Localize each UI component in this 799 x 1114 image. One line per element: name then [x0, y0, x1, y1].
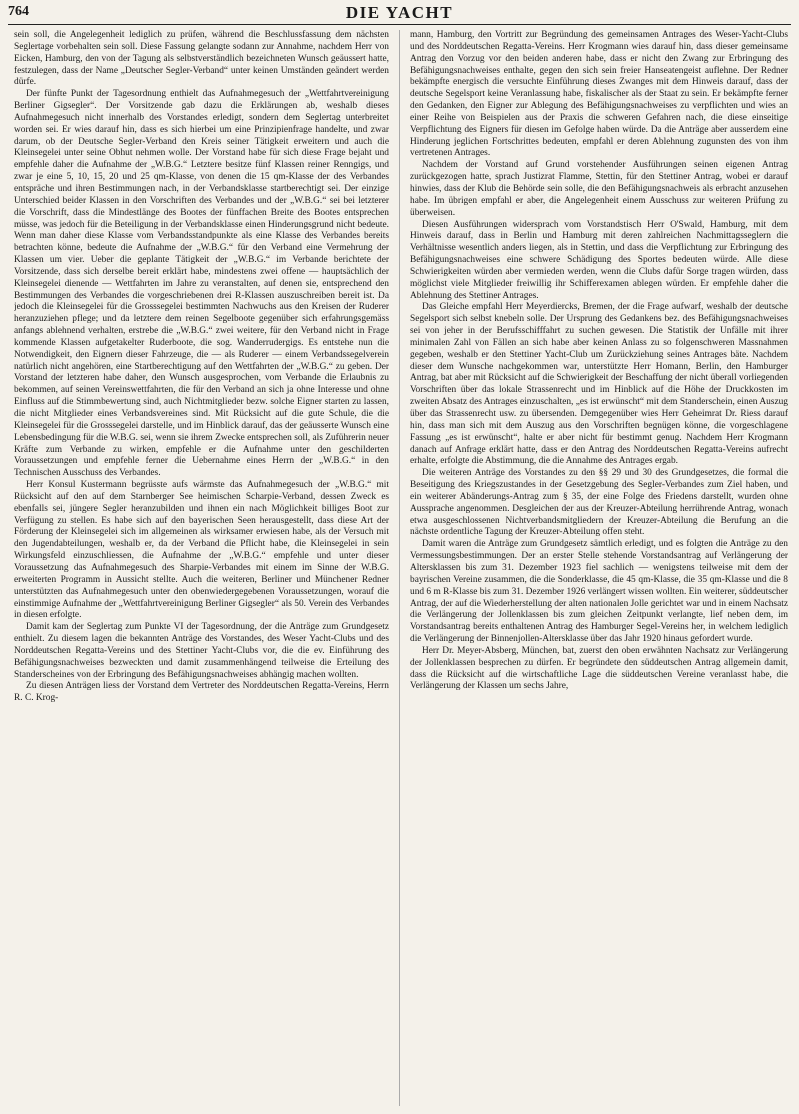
left-column: [14, 30, 389, 1108]
paragraph: Damit kam der Seglertag zum Punkte VI der Tagesordnung, der die Anträge zum Grundgesetz enthielt. Zu diesem lagen die bekannten Anträge des Vorstandes, des Weser Yacht-Clubs und des Norddeutschen Regatta-Vereins und des Stettiner Yacht-Clubs vor, die die ev. Einführung des Befähigungsnachweises bezweckten und damit zusammenhängend teilweise die Erteilung des Standerscheines von der Erbringung des Befähigungsnachweises abhängig machen wollten.: [14, 622, 389, 680]
paragraph: Der fünfte Punkt der Tagesordnung enthielt das Aufnahmegesuch der „Wettfahrtvereinigung Berliner Gigsegler“. Der Vorsitzende gab dazu die Erklärungen ab, weshalb dieses Aufnahmegesuch nicht innerhalb des Vorstandes erledigt, sondern dem Seglertag unterbreitet worden sei. Er wies darauf hin, dass es sich hierbei um eine Prinzipienfrage handelte, und zwar darum, ob der Deutsche Segler-Verband den Kreis seiner Tätigkeit erweitern und auch die Kleinsegelei unter seine Obhut nehmen wolle. Der Vorstand habe für sich diese Frage bejaht und empfehle daher die Aufnahme der „W.B.G.“ Letztere besitze fünf Klassen reiner Renngigs, und zwar je eine 5, 10, 15, 20 und 25 qm-Klasse, von denen die 15 qm-Klasse der des Verbandes entspräche und ihren Bestimmungen nach, in der Verbandsklasse startberechtigt sei. Der einzige Unterschied beider Klassen in den Vorschriften des Verbandes und der „W.B.G.“ sei bei letzterer die Vorschrift, dass die Mindestlänge des Bootes der fünffachen Breite des Bootes entsprechen müsse, was jedoch für die Beteiligung in der Verbandsklasse einen Hinderungsgrund nicht bedeute. Wenn man daher diese Klasse vom Verbandsstandpunkte als eine Klasse des Verbandes bereits betrachten könne, bedeute die Aufnahme der „W.B.G.“ für den Verband eine Vermehrung der Klassen um vier. Ueber die geplante Tätigkeit der „W.B.G.“ im Verbande berichtete der Vorsitzende, dass sich derselbe bereit erklärt habe, mindestens zwei offene — hauptsächlich der Kleinsegelei dienende — Wettfahrten im Jahre zu veranstalten, auf denen sie, entsprechend den Bestimmungen des Verbandes die vorgeschriebenen drei R-Klassen auszuschreiben bereit ist. Da jedoch die Kleinsegelei für die Grosssegelei bestimmten Nachwuchs aus den Kreisen der Ruderer heranzuziehen pflege; und da letztere dem reinen Segelboote gegenüber sich erfahrungsgemäss anfangs ablehnend verhalten, erstrebe die „W.B.G.“ zwei weitere, für den Verband nicht in Frage kommende Klassen aufgetakelter Ruderboote, die sog. Wanderrudergigs. Es entstehe nun die Notwendigkeit, den Eignern dieser Fahrzeuge, die — als Ruderer — einem Verbandssegelverein natürlich nicht angehören, eine Startberechtigung auf den Wettfahrten der „W.B.G.“ zu geben. Der Vorstand der letzteren habe daher, den Wunsch ausgesprochen, vom Verbande die Erlaubnis zu bekommen, auf seinen Vereinswettfahrten, die für den Verband an sich ja ohne Interesse und ohne Einfluss auf die Stimmbewertung sind, auch Nichtmitglieder bezw. solche Eigner starten zu lassen, die nicht Mitglieder eines Verbandsvereines sind. Mit Rücksicht auf die gute Schule, die die Kleinsegelei für die Grosssegelei darstelle, und im Hinblick darauf, das der geäusserte Wunsch eine Lebensbedingung für die W.B.G. sei, wenn sie ihrem Zwecke entsprechen soll, als Zuführerin neuer Kräfte zum Verbande zu wirken, empfehle er die Aufnahme unter den geschilderten Voraussetzungen und empfehle ferner die Uebernahme eines Herrn der „W.B.G.“ in den Technischen Ausschuss des Verbandes.: [14, 89, 389, 479]
paragraph: Damit waren die Anträge zum Grundgesetz sämtlich erledigt, und es folgten die Anträge zu den Vermessungsbestimmungen. Der an erster Stelle stehende Vorstandsantrag auf Verlängerung der Altersklassen bis zum 31. Dezember 1923 fiel sachlich — wenigstens teilweise mit dem der bayrischen Vereine zusammen, die die Sonderklasse, die 45 qm-Klasse, die 35 qm-Klasse und die 8 und 6 m R-Klasse bis zum 31. Dezember 1926 verlängert wissen wollten. Ein weiterer, süddeutscher Antrag, der auf die Wiederherstellung der alten nationalen Jolle gerichtet war und in einem Nachsatz die Verlängerung der Jollenklassen bis zum gleichen Zeitpunkt verlangte, lief neben dem, im Vorstandsantrag bereits enthaltenen Antrag des Hamburger Segel-Vereins her, in welchem lediglich die Verlängerung der Binnenjollen-Altersklasse über das Jahr 1920 hinaus gefordert wurde.: [410, 539, 788, 645]
header-rule: [8, 24, 791, 25]
paragraph: mann, Hamburg, den Vortritt zur Begründung des gemeinsamen Antrages des Weser-Yacht-Clubs und des Norddeutschen Regatta-Vereins. Herr Krogmann wies darauf hin, dass dieser gemeinsame Antrag den Vorzug vor den beiden anderen habe, dass er nicht den Zwang zur Erbringung des Befähigungsnachweises enthalte, gegen den sich sein freier Hanseatengeist auflehne. Der Redner bekämpfte energisch die versuchte Einführung dieses Zwanges mit dem Hinweis darauf, dass der deutsche Segelsport keine Veranlassung habe, fiskalischer als der Staat zu sein. Er bekämpfte ferner den Gedanken, den Eigner zur Ablegung des Befähigungsnachweises zu verpflichten und wies an einer Reihe von Beispielen aus der Praxis die schweren Gefahren nach, die diese einseitige Verpflichtung des Eigners für diesen im Gefolge haben würde. Da die Anträge aber ausserdem eine Hinderung jeglichen Fortschrittes bedeuten, empfahl er deren Ablehnung zugunsten des von ihm vertretenen Antrages.: [410, 30, 788, 159]
paragraph: Diesen Ausführungen widersprach vom Vorstandstisch Herr O'Swald, Hamburg, mit dem Hinweis darauf, dass in Berlin und Hamburg mit deren zahlreichen Nachmittagsseglern die Verhältnisse wesentlich anders liegen, als in Stettin, und dass die Verpflichtung zur Erbringung des Befähigungsnachweises eine schwere Schädigung des Sportes bedeuten würde. Alle diese Schwierigkeiten würden aber vermieden werden, wenn die Clubs dafür Sorge tragen würden, dass möglichst viele Mitglieder freiwillig ihr Schifferexamen ablegen würden. Er empfehle daher die Ablehnung des Stettiner Antrages.: [410, 219, 788, 301]
page-number: 764: [8, 4, 29, 19]
right-column: [410, 30, 788, 1108]
paragraph: Die weiteren Anträge des Vorstandes zu den §§ 29 und 30 des Grundgesetzes, die formal die Beseitigung des Kriegszustandes in der Gesetzgebung des Segler-Verbandes zum Ziel haben, und ein weiterer Abänderungs-Antrag zum § 35, der eine Folge des Friedens darstellt, wurden ohne Aussprache angenommen. Desgleichen der aus der Kreuzer-Abteilung herrührende Antrag, wonach etwa ausgeschlossenen Nichtverbandsmitgliedern der Kreuzer-Abteilung die Berufung an die nächste ordentliche Tagung der Kreuzer-Abteilung offen steht.: [410, 468, 788, 538]
paragraph: sein soll, die Angelegenheit lediglich zu prüfen, während die Beschlussfassung dem nächsten Seglertage vorbehalten sein soll. Diese Fassung gelangte sodann zur Annahme, nachdem Herr von Eicken, Hamburg, den von der Tagung als selbstverständlich bezeichneten Wunsch geäussert hatte, festzulegen, dass der Name „Deutscher Segler-Verband“ unter keinen Umständen geändert werden dürfe.: [14, 30, 389, 88]
page-header: [8, 4, 791, 26]
paragraph: Das Gleiche empfahl Herr Meyerdiercks, Bremen, der die Frage aufwarf, weshalb der deutsche Segelsport sich selbst knebeln solle. Der Ursprung des Gedankens bez. des Befähigungsnachweises sei von jeher in der Berufsschifffahrt zu suchen gewesen. Die Statistik der Unfälle mit ihrer minimalen Zahl von Fällen an sich habe aber keinen Anlass zu so folgenschweren Massnahmen gegeben, weshalb er den Stettiner Yacht-Club um Zurückziehung seines Antrages bäte. Nachdem dieser dem Wunsche nachgekommen war, unterstützte Herr Homann, Berlin, den Hamburger Antrag, bat aber mit Rücksicht auf die Schwierigkeit der Beschaffung der nicht überall vorliegenden Vorschriften über das lokale Strassenrecht und im Hinblick auf die Höhe der Druckkosten im zweiten Absatz des Antrages einzuschalten, „es ist erwünscht“ mit dem Standerschein, einen Auszug über das Strassenrecht usw. zu übersenden. Demgegenüber wies Herr Geheimrat Dr. Riess darauf hin, dass man sich mit dem Auszug aus den Vorschriften begnügen könne, die vorgeschlagene Fassung „es ist erwünscht“, halte er aber nicht für bestimmt genug. Nachdem Herr Krogmann danach auf Anfrage erklärt hatte, dass er den Antrag des Norddeutschen Regatta-Vereins aufrecht erhalte, erfolgte die Abstimmung, die die Annahme des Antrages ergab.: [410, 302, 788, 467]
paragraph: Nachdem der Vorstand auf Grund vorstehender Ausführungen seinen eigenen Antrag zurückgezogen hatte, sprach Justizrat Flamme, Stettin, für den Stettiner Antrag, wobei er darauf hinwies, dass der Klub die Behörde sein solle, die den Befähigungsnachweis als erbracht anzusehen habe. Im übrigen empfahl er aber, die Angelegenheit einem Ausschuss zur weiteren Prüfung zu überweisen.: [410, 160, 788, 218]
running-title: DIE YACHT: [345, 3, 454, 22]
paragraph: Zu diesen Anträgen liess der Vorstand dem Vertreter des Norddeutschen Regatta-Vereins, Herrn R. C. Krog-: [14, 681, 389, 704]
paragraph: Herr Konsul Kustermann begrüsste aufs wärmste das Aufnahmegesuch der „W.B.G.“ mit Rücksicht auf den auf dem Starnberger See heimischen Scharpie-Verband, dessen Zweck es ebenfalls sei, jüngere Segler heranzubilden und ihnen ein nach Möglichkeit billiges Boot zur Verfügung zu stellen. Es habe sich auf den bayerischen Seen herausgestellt, dass diese Art der Förderung der Kleinsegelei sich im allgemeinen als wirksamer erwiesen habe, als der Versuch mit den Jugendabteilungen, weshalb er, da der Verband die Pflicht habe, die Kleinsegelei in sein Wirkungsfeld einzuschliessen, die Aufnahme der „W.B.G.“ empfehle und unter dieser Voraussetzung das Aufnahmegesuch des Sharpie-Verbandes mit einem im Sinne der W.B.G. erweiterten Programm in Aussicht stellte. Auch die weiteren, Berliner und Münchener Redner unterstützten das Aufnahmegesuch unter den obenwiedergegebenen Voraussetzungen, worauf die einstimmige Aufnahme der „Wettfahrtvereinigung Berliner Gigsegler“ als 50. Verein des Verbandes in diesen erfolgte.: [14, 480, 389, 621]
paragraph: Herr Dr. Meyer-Absberg, München, bat, zuerst den oben erwähnten Nachsatz zur Verlängerung der Jollenklassen besprechen zu dürfen. Er begründete den süddeutschen Antrag allgemein damit, dass die Rücksicht auf die wirtschaftliche Lage die süddeutschen Vereine veranlasst habe, die Verlängerung der Klassen um sechs Jahre,: [410, 645, 788, 692]
column-divider: [399, 30, 400, 1106]
